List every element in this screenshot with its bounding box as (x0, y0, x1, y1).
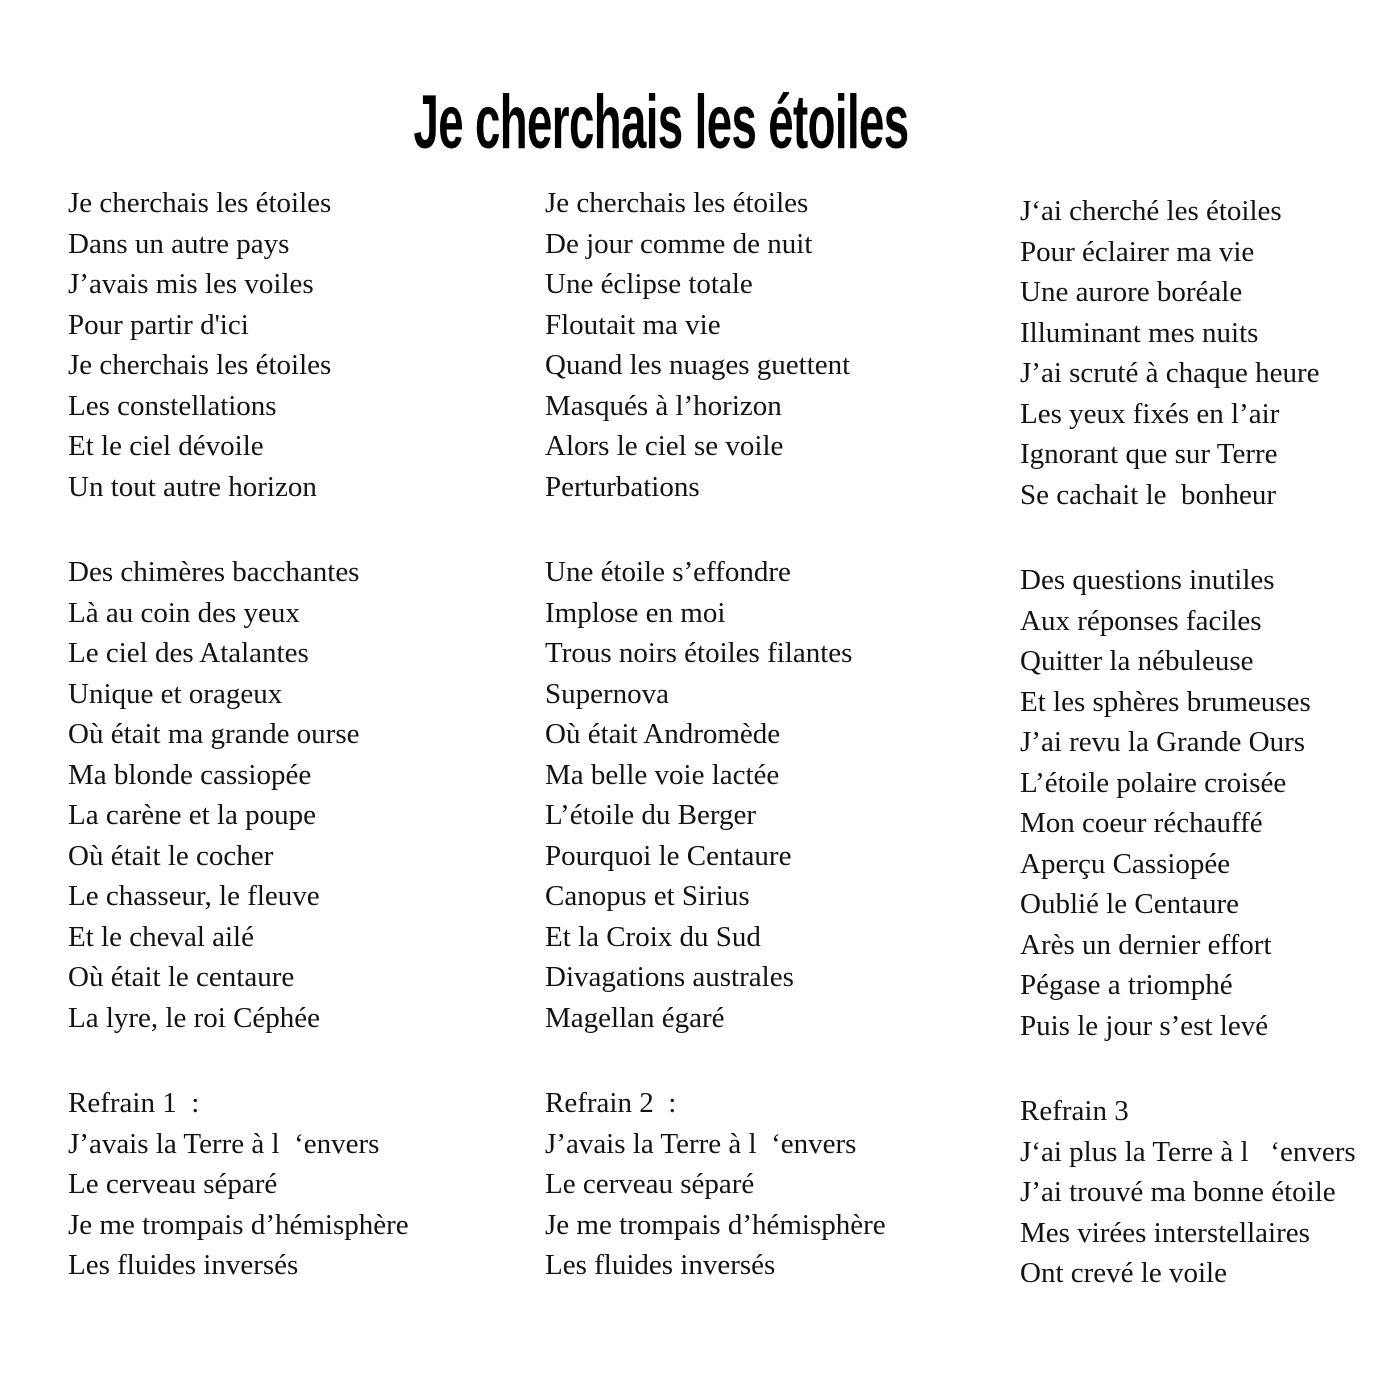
lyric-line: Le chasseur, le fleuve (68, 880, 320, 912)
lyric-line: Pourquoi le Centaure (545, 839, 792, 872)
lyric-line: Et les sphères brumeuses (1020, 685, 1311, 718)
lyric-line: Je cherchais les étoiles (545, 187, 809, 219)
lyric-line: Dans un autre pays (68, 227, 290, 260)
lyric-line: Perturbations (545, 470, 700, 503)
stanza (1020, 560, 1356, 1046)
lyric-line: J’ai scruté à chaque heure (1020, 357, 1320, 389)
lyrics-column-2 (545, 183, 886, 1331)
lyric-line: Refrain 3 (1020, 1095, 1129, 1127)
lyric-line: Alors le ciel se voile (545, 430, 784, 462)
lyric-line: L’étoile du Berger (545, 799, 757, 831)
lyric-line: Masqués à l’horizon (545, 389, 782, 422)
lyric-line: Le cerveau séparé (68, 1168, 278, 1200)
lyric-line: Je cherchais les étoiles (68, 349, 332, 381)
lyric-line: Refrain 2 : (545, 1087, 677, 1119)
lyric-line: Des chimères bacchantes (68, 556, 360, 588)
lyric-line: Et le ciel dévoile (68, 430, 264, 462)
lyric-line: De jour comme de nuit (545, 227, 813, 260)
lyric-line: Arès un dernier effort (1020, 928, 1272, 961)
lyric-line: J‘ai cherché les étoiles (1020, 195, 1282, 227)
lyric-line: Une aurore boréale (1020, 276, 1243, 308)
lyric-line: Divagations australes (545, 961, 794, 993)
lyric-line: Où était Andromède (545, 718, 781, 750)
lyric-line: Ont crevé le voile (1020, 1257, 1227, 1289)
lyric-line: Implose en moi (545, 596, 726, 629)
lyric-line: Canopus et Sirius (545, 880, 750, 912)
lyric-line: La carène et la poupe (68, 799, 316, 831)
stanza (1020, 1091, 1356, 1294)
lyric-line: Et la Croix du Sud (545, 920, 761, 953)
lyric-line: Ma blonde cassiopée (68, 758, 312, 791)
lyric-line: Où était le cocher (68, 839, 274, 872)
lyric-line: J‘ai plus la Terre à l ‘envers (1020, 1135, 1356, 1168)
lyric-line: Se cachait le bonheur (1020, 478, 1277, 511)
lyric-line: Une étoile s’effondre (545, 556, 791, 588)
lyric-line: Ignorant que sur Terre (1020, 438, 1278, 470)
lyric-line: J’avais mis les voiles (68, 268, 314, 300)
lyric-line: Je cherchais les étoiles (68, 187, 332, 219)
lyric-line: Les constellations (68, 389, 277, 422)
lyric-line: Quand les nuages guettent (545, 349, 851, 381)
lyric-line: Je me trompais d’hémisphère (68, 1208, 409, 1241)
stanza (545, 552, 886, 1038)
lyric-line: J’avais la Terre à l ‘envers (68, 1127, 380, 1160)
lyric-line: Les fluides inversés (68, 1249, 299, 1281)
lyric-line: Le cerveau séparé (545, 1168, 755, 1200)
lyric-line: Des questions inutiles (1020, 564, 1275, 596)
lyric-line: Où était le centaure (68, 961, 295, 993)
lyric-line: Trous noirs étoiles filantes (545, 637, 853, 669)
lyric-line: Les fluides inversés (545, 1249, 776, 1281)
lyric-line: Le ciel des Atalantes (68, 637, 309, 669)
lyric-line: Puis le jour s’est levé (1020, 1009, 1269, 1042)
lyric-line: Je me trompais d’hémisphère (545, 1208, 886, 1241)
lyric-line: Mes virées interstellaires (1020, 1216, 1310, 1249)
lyric-line: Refrain 1 : (68, 1087, 200, 1119)
stanza (68, 183, 409, 507)
lyric-line: La lyre, le roi Céphée (68, 1001, 321, 1034)
lyrics-column-1 (68, 183, 409, 1331)
lyric-line: Magellan égaré (545, 1001, 725, 1034)
lyric-line: Où était ma grande ourse (68, 718, 360, 750)
lyric-line: Là au coin des yeux (68, 596, 300, 629)
lyrics-column-3 (1020, 191, 1356, 1339)
lyric-line: Unique et orageux (68, 677, 283, 710)
stanza (1020, 191, 1356, 515)
stanza (68, 1083, 409, 1286)
lyric-line: Supernova (545, 677, 670, 710)
stanza (545, 183, 886, 507)
lyric-line: L’étoile polaire croisée (1020, 766, 1287, 799)
lyric-line: Un tout autre horizon (68, 470, 317, 503)
lyric-line: Ma belle voie lactée (545, 758, 780, 791)
lyric-line: J’avais la Terre à l ‘envers (545, 1127, 857, 1160)
lyric-line: J’ai revu la Grande Ours (1020, 726, 1306, 758)
lyric-line: Quitter la nébuleuse (1020, 645, 1254, 677)
lyric-line: Pour partir d'ici (68, 308, 249, 341)
lyric-line: Aux réponses faciles (1020, 604, 1262, 637)
lyric-line: Aperçu Cassiopée (1020, 847, 1231, 880)
lyric-line: J’ai trouvé ma bonne étoile (1020, 1176, 1336, 1208)
lyric-line: Une éclipse totale (545, 268, 753, 300)
stanza (68, 552, 409, 1038)
lyric-line: Pégase a triomphé (1020, 969, 1233, 1001)
lyric-line: Pour éclairer ma vie (1020, 235, 1255, 268)
lyric-line: Et le cheval ailé (68, 920, 254, 953)
lyric-line: Mon coeur réchauffé (1020, 807, 1263, 839)
lyric-line: Les yeux fixés en l’air (1020, 397, 1280, 430)
lyric-line: Illuminant mes nuits (1020, 316, 1259, 349)
stanza (545, 1083, 886, 1286)
lyric-line: Floutait ma vie (545, 308, 721, 341)
song-title: Je cherchais les étoiles (413, 79, 909, 165)
lyric-line: Oublié le Centaure (1020, 888, 1240, 920)
